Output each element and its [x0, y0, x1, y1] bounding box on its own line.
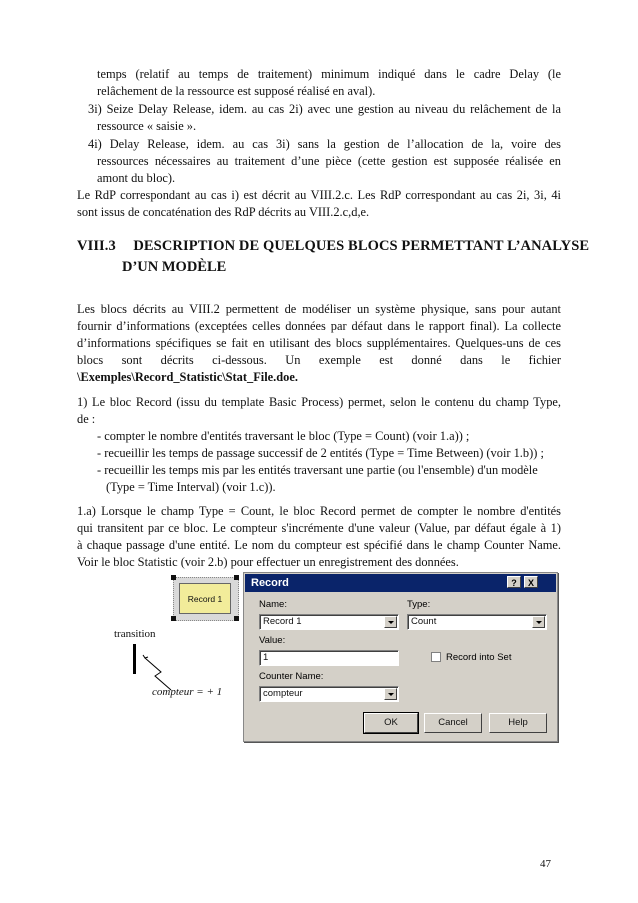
transition-symbol	[125, 642, 185, 692]
help-title-button[interactable]: ?	[507, 576, 521, 588]
record-into-set-checkbox[interactable]	[431, 652, 441, 662]
section-title-line2: D’UN MODÈLE	[122, 259, 227, 275]
value-label: Value:	[259, 635, 286, 646]
record-block: Record 1	[179, 583, 231, 614]
item4-line1: 4i) Delay Release, idem. au cas 3i) sans la gestion de l’allocation de la, voire des	[88, 137, 561, 151]
value-input[interactable]: 1	[259, 650, 399, 666]
transition-bar	[133, 644, 136, 674]
record-bullet-time-interval: - recueillir les temps mis par les entités traversant une partie (ou l'ensemble) d'un modèle	[97, 463, 538, 477]
record-dialog	[243, 572, 558, 742]
count-line1: 1.a) Lorsque le champ Type = Count, le bloc Record permet de compter le nombre d'entités	[77, 504, 561, 518]
section-number: VIII.3	[77, 238, 116, 254]
type-label: Type:	[407, 599, 431, 610]
rdp-line1: Le RdP correspondant au cas i) est décrit au VIII.2.c. Les RdP correspondant au cas 2i, 3i, 4i	[77, 188, 561, 202]
intro-line1: Les blocs décrits au VIII.2 permettent de modéliser un système physique, sans pour autant	[77, 302, 561, 316]
ok-button[interactable]: OK	[364, 713, 418, 733]
type-value: Count	[411, 616, 437, 627]
section-title-line1: DESCRIPTION DE QUELQUES BLOCS PERMETTANT L’ANALYSE	[133, 238, 590, 254]
intro-file-path: \Exemples\Record_Statistic\Stat_File.doe.	[77, 370, 298, 384]
intro-line4: blocs sont décrits ci-dessous. Un exemple est donné dans le fichier	[77, 353, 561, 367]
section-heading	[77, 238, 589, 255]
count-line3: à chaque passage d'une entité. Le nom du compteur est spécifié dans le champ Counter Name.	[77, 538, 561, 552]
record-into-set-label[interactable]: Record into Set	[446, 652, 512, 663]
close-title-button[interactable]: X	[524, 576, 538, 588]
count-line2: qui transitent par ce bloc. Le compteur s'incrémente d'une valeur (Value, par défaut égale à 1)	[77, 521, 561, 535]
chevron-down-icon[interactable]	[384, 688, 397, 700]
intro-line3: d’informations spécifiques se fait en utilisant des blocs supplémentaires. Quelques-uns de ces	[77, 336, 561, 350]
record-line2: de :	[77, 412, 96, 426]
list-item-2-continued	[97, 66, 561, 83]
intro-line2: fournir d’informations (exceptées celles données par défaut dans le rapport final). La collecte	[77, 319, 561, 333]
item3-line1: 3i) Seize Delay Release, idem. au cas 2i) avec une gestion au niveau du relâchement de la	[88, 102, 561, 116]
counter-label: compteur = + 1	[152, 686, 223, 698]
arrow-head-icon	[143, 655, 148, 658]
counter-name-label: Counter Name:	[259, 671, 324, 682]
item4-line3: amont du bloc).	[97, 171, 176, 185]
selection-handle	[171, 616, 176, 621]
selection-handle	[234, 616, 239, 621]
record-bullet-time-between: - recueillir les temps de passage successif de 2 entités (Type = Time Between) (voir 1.b)) ;	[97, 446, 544, 460]
transition-label: transition	[114, 628, 156, 640]
dialog-title: Record	[251, 577, 289, 589]
item3-line2: ressource « saisie ».	[97, 119, 197, 133]
record-bullet-count: - compter le nombre d'entités traversant le bloc (Type = Count) (voir 1.a)) ;	[97, 429, 470, 443]
counter-name-combobox[interactable]	[259, 686, 399, 702]
item2-line2: relâchement de la ressource est supposé réalisé en aval).	[97, 84, 376, 98]
record-line1: 1) Le bloc Record (issu du template Basic Process) permet, selon le contenu du champ Type,	[77, 395, 561, 409]
type-combobox[interactable]	[407, 614, 547, 630]
name-label: Name:	[259, 599, 287, 610]
item2-line1: temps (relatif au temps de traitement) minimum indiqué dans le cadre Delay (le	[97, 67, 561, 81]
count-line4: Voir le bloc Statistic (voir 2.b) pour effectuer un enregistrement des données.	[77, 555, 459, 569]
record-bullet-time-interval-cont: (Type = Time Interval) (voir 1.c)).	[106, 480, 276, 494]
cancel-button[interactable]: Cancel	[424, 713, 482, 733]
record-block-figure	[171, 575, 239, 621]
page-number: 47	[540, 858, 551, 870]
counter-name-value: compteur	[263, 688, 303, 699]
name-value: Record 1	[263, 616, 302, 627]
selection-handle	[171, 575, 176, 580]
chevron-down-icon[interactable]	[532, 616, 545, 628]
selection-handle	[234, 575, 239, 580]
chevron-down-icon[interactable]	[384, 616, 397, 628]
rdp-line2: sont issus de concaténation des RdP décrits au VIII.2.c,d,e.	[77, 205, 370, 219]
name-combobox[interactable]	[259, 614, 399, 630]
item4-line2: ressources nécessaires au traitement d’une pièce (cette gestion est supposée réalisée en	[97, 154, 561, 168]
help-button[interactable]: Help	[489, 713, 547, 733]
